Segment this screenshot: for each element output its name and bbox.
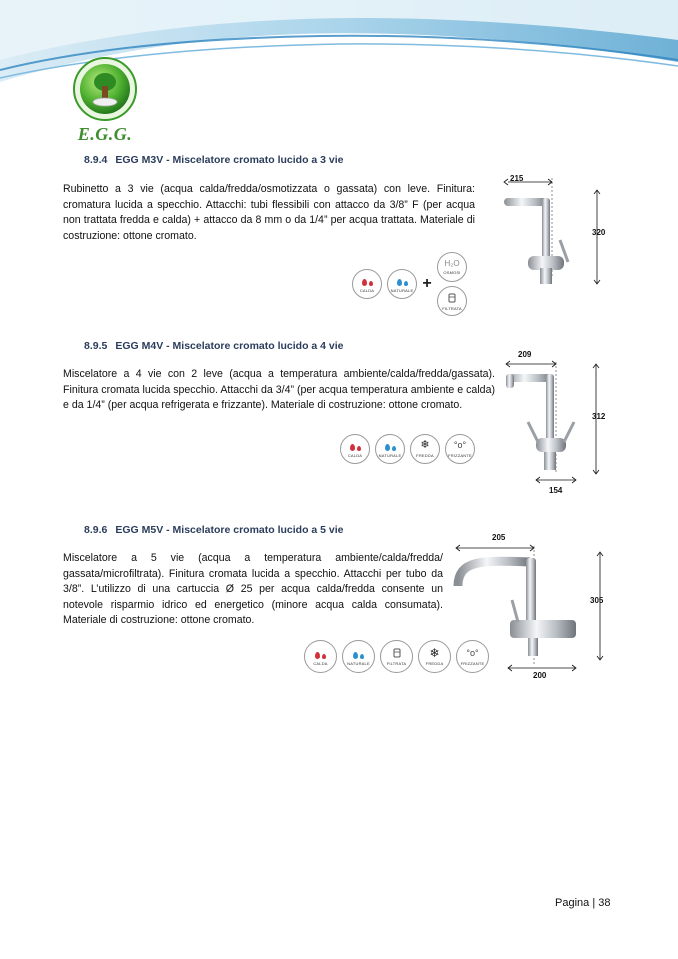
footer-label: Pagina xyxy=(555,897,590,909)
section-paragraph-m3v: Rubinetto a 3 vie (acqua calda/fredda/osmotizzata o gassata) con leve. Finitura: cromatura lucida a specchio. Attacchi: tubi flessibili con attacco da 3/8” F (per acqua non trattata fredda e calda) + attacco da 8 mm o da 1/4” per acqua trattata. Materiale di costruzione: ottone cromato. xyxy=(63,183,475,242)
egg-logo xyxy=(68,56,142,146)
dimension-height-m5v: 305 xyxy=(590,596,604,605)
section-title-m4v xyxy=(84,340,344,352)
section-number: 8.9.5 xyxy=(84,340,108,352)
dimension-height-m4v: 312 xyxy=(592,412,606,421)
hot-water-icon: CALDA xyxy=(340,434,370,464)
filtered-water-icon: FILTRATA xyxy=(380,640,413,673)
filtered-water-icon: FILTRATA xyxy=(437,286,467,316)
section-number: 8.9.6 xyxy=(84,524,108,536)
dimension-height-m3v: 320 xyxy=(592,228,606,237)
footer-separator: | xyxy=(592,897,596,909)
hot-water-icon: CALDA xyxy=(304,640,337,673)
dimension-width-m4v: 209 xyxy=(518,350,532,359)
faucet-m5v-image xyxy=(452,538,617,688)
treated-water-options xyxy=(437,252,467,316)
logo-globe-icon xyxy=(72,56,138,122)
dimension-base-m5v: 200 xyxy=(533,671,547,680)
icon-row-m4v xyxy=(340,434,475,464)
cold-water-icon: ❄ FREDDA xyxy=(410,434,440,464)
section-number: 8.9.4 xyxy=(84,154,108,166)
page-number: 38 xyxy=(598,897,611,909)
section-title-text: EGG M4V - Miscelatore cromato lucido a 4 vie xyxy=(115,340,344,352)
section-title-m3v xyxy=(84,154,344,166)
dimension-width-m3v: 215 xyxy=(510,174,524,183)
logo-text: E.G.G. xyxy=(77,124,133,144)
natural-water-icon: NATURALE xyxy=(375,434,405,464)
page-number-footer xyxy=(555,897,611,909)
section-paragraph-m4v: Miscelatore a 4 vie con 2 leve (acqua a temperatura ambiente/calda/fredda/gassata). Finitura cromata lucida specchio. Attacchi da 3/4” (per acqua temperatura ambiente e calda) e da 1/4” (per acqua refrigerata e frizzante). Materiale di costruzione: ottone cromato. xyxy=(63,368,495,411)
sparkling-water-icon: °o° FRIZZANTE xyxy=(456,640,489,673)
natural-water-icon: NATURALE xyxy=(387,269,417,299)
dimension-width-m5v: 205 xyxy=(492,533,506,542)
faucet-m4v-image xyxy=(498,352,618,492)
natural-water-icon: NATURALE xyxy=(342,640,375,673)
dimension-base-m4v: 154 xyxy=(549,486,563,495)
hot-water-icon: CALDA xyxy=(352,269,382,299)
sparkling-water-icon: °o° FRIZZANTE xyxy=(445,434,475,464)
section-paragraph-m5v: Miscelatore a 5 vie (acqua a temperatura ambiente/calda/fredda/ gassata/microfiltrata). Finitura cromata lucida a specchio. Attacchi per tubo da 3/8”. L’utilizzo di una cartuccia Ø 25 per acqua calda/fredda consente un notevole risparmio idrico ed energetico (minore acqua calda consumata). Materiale di costruzione: ottone cromato. xyxy=(63,552,443,626)
section-title-text: EGG M3V - Miscelatore cromato lucido a 3 vie xyxy=(115,154,344,166)
plus-icon: + xyxy=(422,275,432,292)
icon-row-m3v xyxy=(352,252,467,316)
section-title-text: EGG M5V - Miscelatore cromato lucido a 5 vie xyxy=(115,524,344,536)
section-title-m5v xyxy=(84,524,344,536)
osmosis-water-icon: H₂O OSMOSI xyxy=(437,252,467,282)
cold-water-icon: ❄ FREDDA xyxy=(418,640,451,673)
